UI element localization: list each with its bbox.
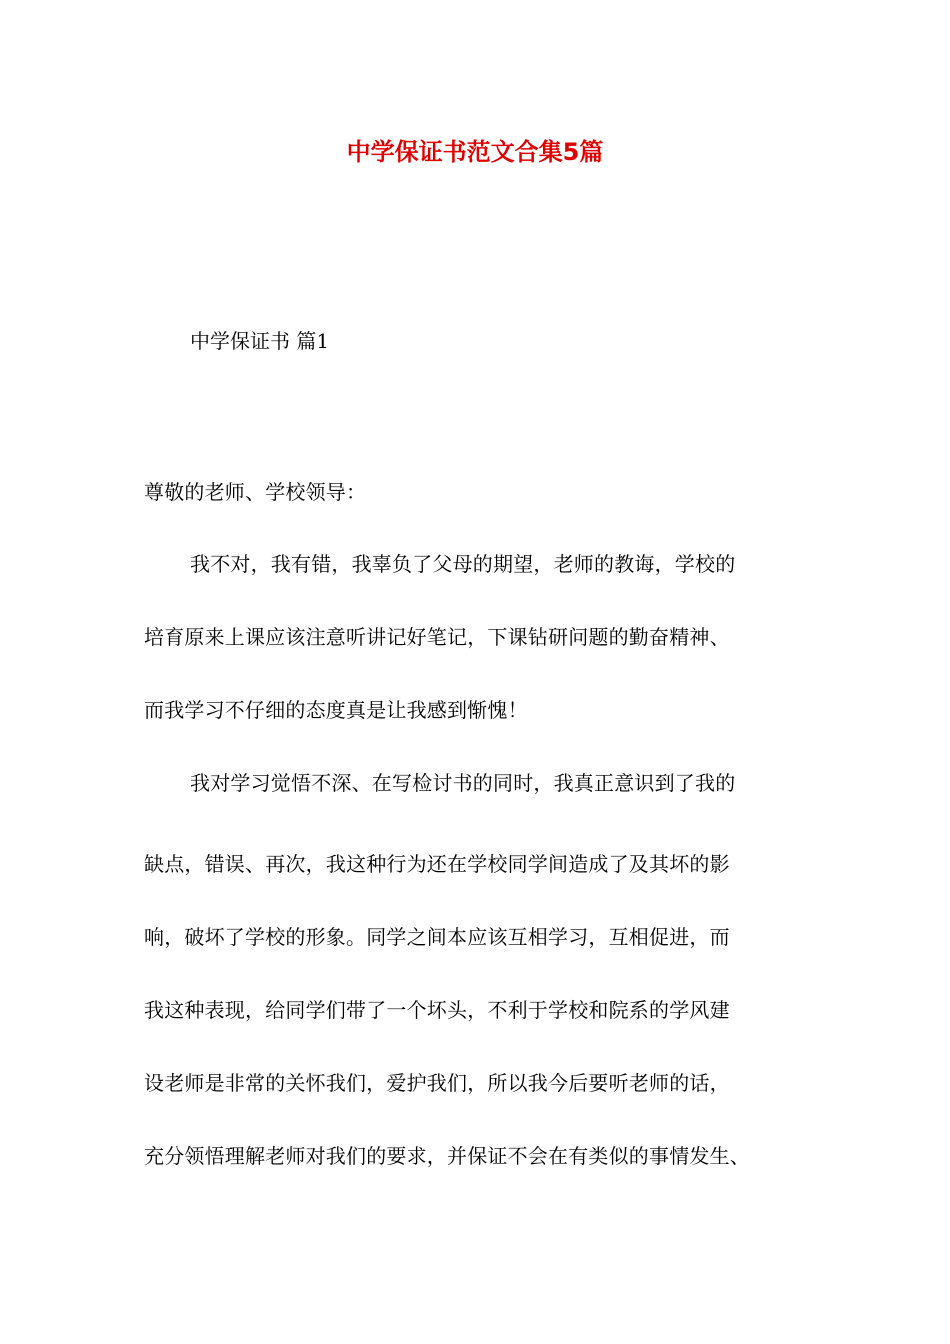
- paragraph-2-line-6: 充分领悟理解老师对我们的要求，并保证不会在有类似的事情发生、: [144, 1144, 750, 1168]
- section-heading: 中学保证书 篇1: [190, 329, 330, 353]
- paragraph-2-line-2: 缺点，错误、再次，我这种行为还在学校同学间造成了及其坏的影: [144, 852, 730, 876]
- paragraph-2-line-3: 响，破坏了学校的形象。同学之间本应该互相学习，互相促进，而: [144, 925, 730, 949]
- paragraph-1-line-2: 培育原来上课应该注意听讲记好笔记，下课钻研问题的勤奋精神、: [144, 625, 730, 649]
- paragraph-2-line-4: 我这种表现，给同学们带了一个坏头，不利于学校和院系的学风建: [144, 998, 730, 1022]
- paragraph-2-line-1: 我对学习觉悟不深、在写检讨书的同时，我真正意识到了我的: [190, 771, 736, 795]
- page-title: 中学保证书范文合集5篇: [346, 138, 604, 166]
- paragraph-2-line-5: 设老师是非常的关怀我们，爱护我们，所以我今后要听老师的话，: [144, 1071, 730, 1095]
- salutation-line: 尊敬的老师、学校领导：: [144, 480, 367, 504]
- paragraph-1-line-3: 而我学习不仔细的态度真是让我感到惭愧！: [144, 698, 528, 722]
- paragraph-1-line-1: 我不对，我有错，我辜负了父母的期望，老师的教诲，学校的: [190, 552, 736, 576]
